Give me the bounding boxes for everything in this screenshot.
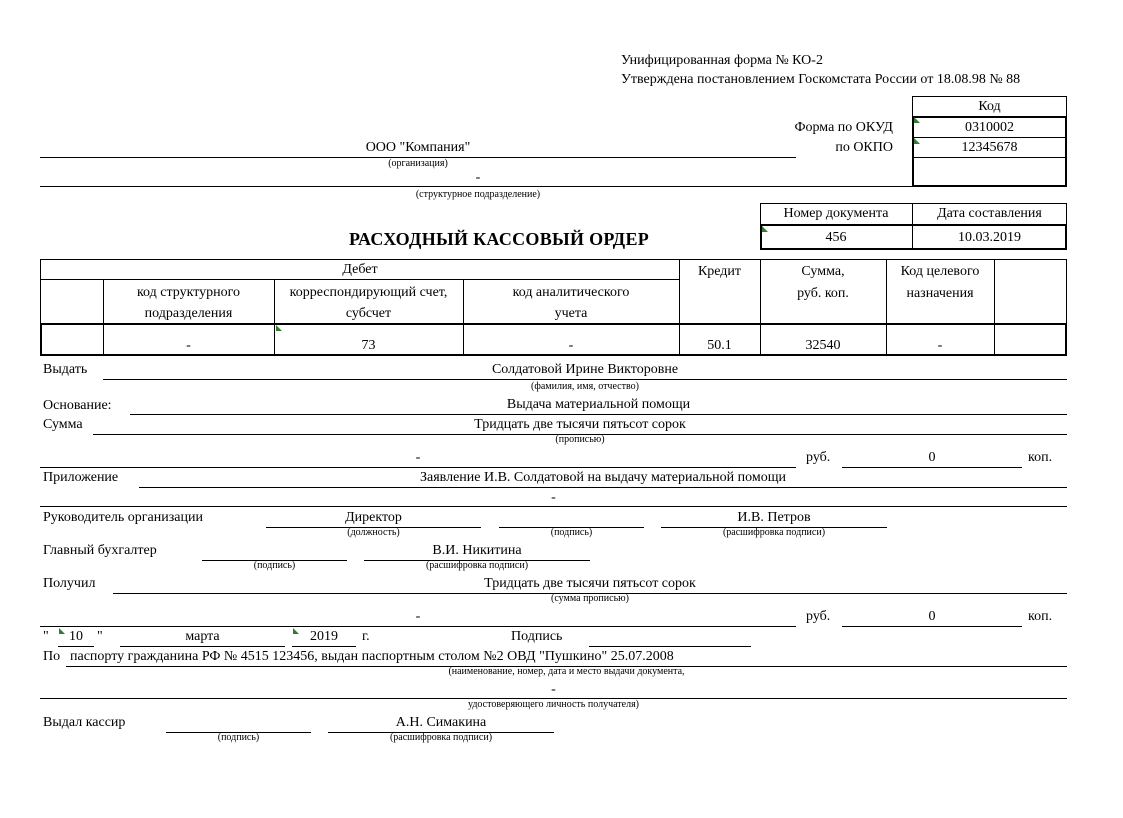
sum-words: Тридцать две тысячи пятьсот сорок — [474, 417, 686, 432]
sum-header-2: руб. коп. — [797, 286, 849, 301]
doc-date: 10.03.2019 — [958, 230, 1021, 245]
col-account-header-1: корреспондирующий счет, — [289, 285, 448, 300]
purpose-header-2: назначения — [906, 286, 974, 301]
receipt-day: 10 — [69, 629, 83, 644]
organization-caption: (организация) — [388, 158, 448, 169]
passport-caption-2: удостоверяющего личность получателя) — [467, 699, 640, 710]
received-kop-value: 0 — [928, 609, 936, 624]
received-kop-label: коп. — [1028, 609, 1053, 624]
division-value: - — [475, 170, 481, 185]
quote-open: " — [43, 629, 49, 644]
kop-value: 0 — [928, 450, 936, 465]
col-analytic-header-1: код аналитического — [512, 285, 630, 300]
receiver-sign-label: Подпись — [511, 629, 563, 644]
col-analytic-header-2: учета — [554, 306, 588, 321]
sum-label: Сумма — [43, 417, 83, 432]
code-header: Код — [978, 99, 1001, 114]
received-rub-label: руб. — [806, 609, 831, 624]
accountant-name: В.И. Никитина — [432, 543, 522, 558]
head-position: Директор — [345, 510, 402, 525]
received-label: Получил — [43, 576, 96, 591]
organization-name: ООО "Компания" — [365, 140, 471, 155]
okud-label: Форма по ОКУД — [794, 120, 893, 135]
year-suffix: г. — [362, 629, 370, 644]
accountant-sign-caption: (подпись) — [253, 560, 296, 571]
rub-label: руб. — [806, 450, 831, 465]
issue-to: Солдатовой Ирине Викторовне — [491, 362, 679, 377]
okpo-label: по ОКПО — [835, 140, 893, 155]
cashier-name: А.Н. Симакина — [395, 715, 487, 730]
doc-number-label: Номер документа — [783, 206, 889, 221]
col-division-header-2: подразделения — [144, 306, 233, 321]
head-label: Руководитель организации — [43, 510, 203, 525]
passport-caption: (наименование, номер, дата и место выдачи документа, — [448, 666, 685, 677]
accountant-decode-caption: (расшифровка подписи) — [425, 560, 529, 571]
division-caption: (структурное подразделение) — [415, 189, 541, 200]
quote-close: " — [97, 629, 103, 644]
basis-value: Выдача материальной помощи — [506, 397, 691, 412]
issue-caption: (фамилия, имя, отчество) — [531, 381, 639, 392]
receipt-year: 2019 — [310, 629, 338, 644]
head-name: И.В. Петров — [737, 510, 811, 525]
form-name: Унифицированная форма № КО-2 — [621, 53, 823, 68]
col-division-header-1: код структурного — [136, 285, 241, 300]
head-decode-caption: (расшифровка подписи) — [722, 527, 826, 538]
col-account-header-2: субсчет — [345, 306, 392, 321]
cashier-decode-caption: (расшифровка подписи) — [389, 732, 493, 743]
okpo-value: 12345678 — [961, 140, 1018, 155]
cashier-label: Выдал кассир — [43, 715, 126, 730]
cell-division: - — [186, 338, 191, 353]
attachment-continuation: - — [551, 490, 556, 505]
sum-header-1: Сумма, — [801, 264, 845, 279]
form-approval: Утверждена постановлением Госкомстата России от 18.08.98 № 88 — [621, 72, 1021, 87]
doc-number: 456 — [825, 230, 847, 245]
by-label: По — [43, 649, 61, 664]
basis-label: Основание: — [43, 398, 112, 413]
debit-header: Дебет — [342, 262, 378, 277]
cell-purpose: - — [937, 338, 943, 353]
received-caption: (сумма прописью) — [551, 593, 629, 604]
attachment-value: Заявление И.В. Солдатовой на выдачу материальной помощи — [419, 470, 787, 485]
okud-value: 0310002 — [965, 120, 1014, 135]
attachment-label: Приложение — [43, 470, 119, 485]
passport-details: паспорту гражданина РФ № 4515 123456, выдан паспортным столом №2 ОВД "Пушкино" 25.07.2008 — [70, 649, 674, 664]
cell-account: 73 — [361, 338, 376, 353]
cell-analytic: - — [568, 338, 574, 353]
head-sign-caption: (подпись) — [550, 527, 593, 538]
doc-date-label: Дата составления — [937, 206, 1042, 221]
sum-caption: (прописью) — [555, 434, 605, 445]
cashier-sign-caption: (подпись) — [217, 732, 260, 743]
sum-continuation: - — [415, 450, 421, 465]
cell-sum: 32540 — [805, 338, 841, 353]
cell-credit: 50.1 — [707, 338, 732, 353]
issue-label: Выдать — [43, 362, 88, 377]
received-words: Тридцать две тысячи пятьсот сорок — [484, 576, 696, 591]
head-position-caption: (должность) — [347, 527, 400, 538]
accountant-label: Главный бухгалтер — [43, 543, 157, 558]
document-title: РАСХОДНЫЙ КАССОВЫЙ ОРДЕР — [349, 229, 650, 249]
kop-label: коп. — [1028, 450, 1053, 465]
passport-continuation: - — [551, 682, 556, 697]
credit-header: Кредит — [697, 264, 742, 279]
receipt-month: марта — [185, 629, 220, 644]
received-continuation: - — [415, 609, 421, 624]
purpose-header-1: Код целевого — [900, 264, 980, 279]
